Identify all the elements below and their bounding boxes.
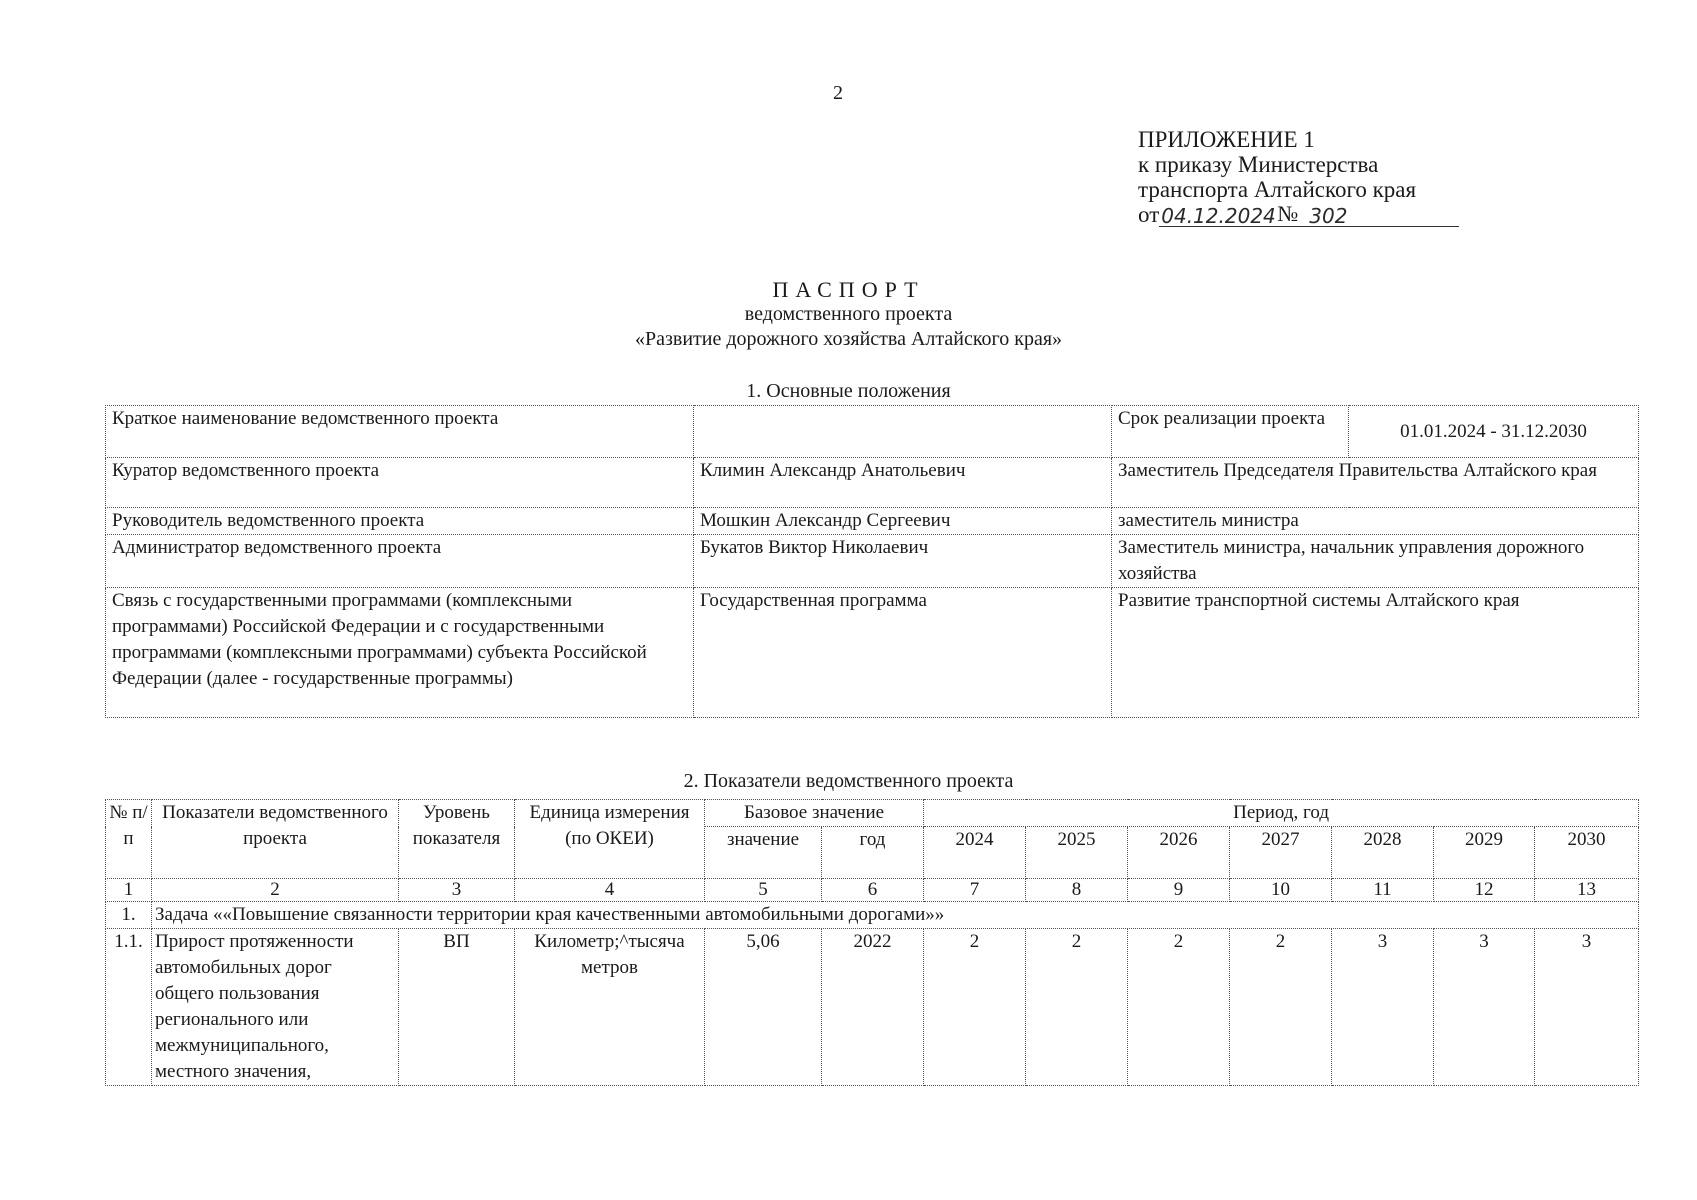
- indicator-value: 2: [924, 929, 1026, 1086]
- header-base-year: год: [822, 827, 924, 879]
- column-number: 3: [399, 879, 515, 902]
- project-name: «Развитие дорожного хозяйства Алтайского края»: [634, 328, 1063, 350]
- appendix-line-2: транспорта Алтайского края: [1138, 177, 1417, 202]
- short-name-value: [694, 406, 1112, 458]
- indicator-value: 2: [1128, 929, 1230, 1086]
- programs-link-name: Государственная программа: [694, 588, 1112, 718]
- indicator-name: Прирост протяженности автомобильных дорог общего пользования регионального или межмуниципального, местного значения,: [152, 929, 399, 1086]
- header-year: 2030: [1535, 827, 1639, 879]
- handwritten-date: 04.12.2024: [1161, 204, 1276, 228]
- passport-title: ПАСПОРТ: [772, 277, 925, 302]
- task-num: 1.: [106, 902, 152, 929]
- indicator-value: 3: [1434, 929, 1535, 1086]
- section-1-title: 1. Основные положения: [746, 380, 951, 402]
- column-number: 11: [1332, 879, 1434, 902]
- header-base-value: значение: [705, 827, 822, 879]
- column-number: 1: [106, 879, 152, 902]
- indicator-value: 3: [1332, 929, 1434, 1086]
- indicator-value: 2: [1230, 929, 1332, 1086]
- column-number: 10: [1230, 879, 1332, 902]
- appendix-block: [1138, 127, 1459, 227]
- column-number: 12: [1434, 879, 1535, 902]
- table-row: [106, 458, 1639, 508]
- header-year: 2028: [1332, 827, 1434, 879]
- appendix-title: ПРИЛОЖЕНИЕ 1: [1138, 127, 1315, 152]
- curator-position: Заместитель Председателя Правительства Алтайского края: [1112, 458, 1639, 508]
- passport-subtitle: ведомственного проекта: [744, 303, 953, 325]
- indicator-value: 3: [1535, 929, 1639, 1086]
- passport-heading: [0, 277, 1697, 352]
- column-number-row: [106, 879, 1639, 902]
- programs-link-position: Развитие транспортной системы Алтайского края: [1112, 588, 1639, 718]
- head-label: Руководитель ведомственного проекта: [106, 508, 694, 535]
- column-number: 5: [705, 879, 822, 902]
- header-num: № п/п: [106, 800, 152, 879]
- header-year: 2029: [1434, 827, 1535, 879]
- indicator-level: ВП: [399, 929, 515, 1086]
- period-value: 01.01.2024 - 31.12.2030: [1349, 406, 1639, 458]
- header-base: Базовое значение: [705, 800, 924, 827]
- head-position: заместитель министра: [1112, 508, 1639, 535]
- header-unit: Единица измерения (по ОКЕИ): [515, 800, 705, 879]
- header-row: [106, 800, 1639, 827]
- table-row: [106, 535, 1639, 588]
- header-year: 2024: [924, 827, 1026, 879]
- appendix-date-line: [1138, 202, 1459, 227]
- indicators-table: [105, 799, 1639, 1086]
- column-number: 8: [1026, 879, 1128, 902]
- column-number: 6: [822, 879, 924, 902]
- header-year: 2025: [1026, 827, 1128, 879]
- indicator-num: 1.1.: [106, 929, 152, 1086]
- from-label: от: [1138, 202, 1160, 227]
- section-2-title: 2. Показатели ведомственного проекта: [683, 770, 1014, 792]
- table-row: [106, 508, 1639, 535]
- column-number: 7: [924, 879, 1026, 902]
- indicator-base-year: 2022: [822, 929, 924, 1086]
- column-number: 13: [1535, 879, 1639, 902]
- curator-name: Климин Александр Анатольевич: [694, 458, 1112, 508]
- administrator-name: Букатов Виктор Николаевич: [694, 535, 1112, 588]
- period-label: Срок реализации проекта: [1112, 406, 1349, 458]
- main-provisions-table: [105, 405, 1639, 718]
- header-period: Период, год: [924, 800, 1639, 827]
- header-indicator: Показатели ведомственного проекта: [152, 800, 399, 879]
- programs-link-label: Связь с государственными программами (комплексными программами) Российской Федерации и с государственными программами (комплексными программами) субъекта Российской Федерации (далее - государственные программы): [106, 588, 694, 718]
- short-name-label: Краткое наименование ведомственного проекта: [106, 406, 694, 458]
- indicator-base-value: 5,06: [705, 929, 822, 1086]
- column-number: 2: [152, 879, 399, 902]
- column-number: 9: [1128, 879, 1230, 902]
- handwritten-number: 302: [1309, 204, 1348, 228]
- indicator-value: 2: [1026, 929, 1128, 1086]
- head-name: Мошкин Александр Сергеевич: [694, 508, 1112, 535]
- administrator-position: Заместитель министра, начальник управления дорожного хозяйства: [1112, 535, 1639, 588]
- header-year: 2027: [1230, 827, 1332, 879]
- indicator-row: [106, 929, 1639, 1086]
- appendix-line-1: к приказу Министерства: [1138, 152, 1379, 177]
- task-row: [106, 902, 1639, 929]
- task-text: Задача ««Повышение связанности территории края качественными автомобильными дорогами»»: [152, 902, 1639, 929]
- administrator-label: Администратор ведомственного проекта: [106, 535, 694, 588]
- header-year: 2026: [1128, 827, 1230, 879]
- page-number: 2: [833, 82, 843, 104]
- column-number: 4: [515, 879, 705, 902]
- table-row: [106, 406, 1639, 458]
- signature-line: [1159, 201, 1459, 228]
- table-row: [106, 588, 1639, 718]
- header-level: Уровень показателя: [399, 800, 515, 879]
- curator-label: Куратор ведомственного проекта: [106, 458, 694, 508]
- number-label: №: [1277, 201, 1299, 226]
- indicator-unit: Километр;^тысяча метров: [515, 929, 705, 1086]
